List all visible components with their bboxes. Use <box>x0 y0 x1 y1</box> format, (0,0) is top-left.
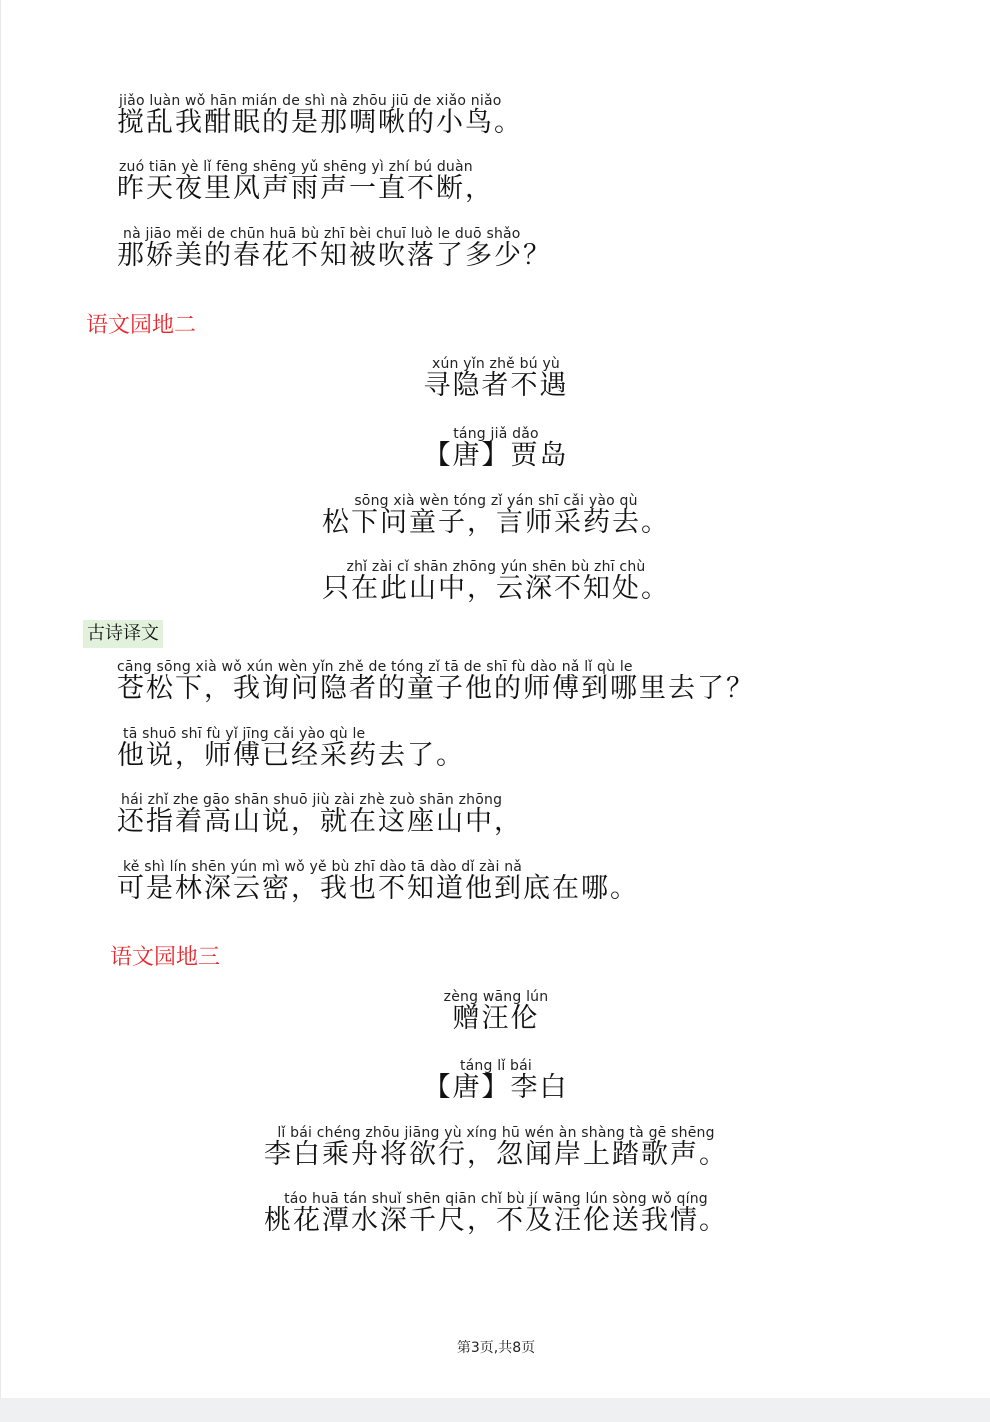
hanzi-line: 苍松下，我询问隐者的童子他的师傅到哪里去了？ <box>117 673 755 704</box>
hanzi-line: 昨天夜里风声雨声一直不断， <box>117 173 494 204</box>
hanzi-line: 那娇美的春花不知被吹落了多少？ <box>117 240 552 271</box>
pinyin-line: tā shuō shī fù yǐ jīng cǎi yào qù le <box>123 726 366 742</box>
pinyin-line: jiǎo luàn wǒ hān mián de shì nà zhōu jiū de xiǎo niǎo <box>119 93 502 109</box>
pinyin-line: hái zhǐ zhe gāo shān shuō jiù zài zhè zuò shān zhōng <box>121 792 503 808</box>
poem-title-pinyin: zèng wāng lún <box>443 989 549 1005</box>
hanzi-line: 还指着高山说，就在这座山中， <box>117 806 523 837</box>
hanzi-line: 搅乱我酣眠的是那啁啾的小鸟。 <box>117 107 523 138</box>
poem-title: 赠汪伦 <box>452 1003 540 1034</box>
pinyin-line: kě shì lín shēn yún mì wǒ yě bù zhī dào tā dào dǐ zài nǎ <box>123 859 523 875</box>
hanzi-line: 李白乘舟将欲行，忽闻岸上踏歌声。 <box>264 1139 728 1170</box>
pinyin-line: zhǐ zài cǐ shān zhōng yún shēn bù zhī chù <box>346 559 646 575</box>
pinyin-line: lǐ bái chéng zhōu jiāng yù xíng hū wén àn shàng tà gē shēng <box>277 1125 715 1141</box>
hanzi-line: 松下问童子，言师采药去。 <box>322 507 670 538</box>
pinyin-line: cāng sōng xià wǒ xún wèn yǐn zhě de tóng zǐ tā de shī fù dào nǎ lǐ qù le <box>117 659 633 675</box>
translation-heading: 古诗译文 <box>83 620 163 648</box>
hanzi-line: 可是林深云密，我也不知道他到底在哪。 <box>117 873 639 904</box>
hanzi-line: 他说，师傅已经采药去了。 <box>117 740 465 771</box>
pinyin-line: sōng xià wèn tóng zǐ yán shī cǎi yào qù <box>354 493 638 509</box>
section-heading: 语文园地三 <box>110 945 221 970</box>
viewer-bottom-bar <box>0 1398 990 1422</box>
poem-title-pinyin: xún yǐn zhě bú yù <box>431 356 561 372</box>
hanzi-line: 桃花潭水深千尺，不及汪伦送我情。 <box>264 1205 728 1236</box>
page-number: 第3页,共8页 <box>456 1340 536 1356</box>
section-heading: 语文园地二 <box>86 313 197 338</box>
hanzi-line: 只在此山中，云深不知处。 <box>322 573 670 604</box>
pinyin-line: nà jiāo měi de chūn huā bù zhī bèi chuī luò le duō shǎo <box>123 226 521 242</box>
pinyin-line: zuó tiān yè lǐ fēng shēng yǔ shēng yì zhí bú duàn <box>119 159 473 175</box>
pinyin-line: táo huā tán shuǐ shēn qiān chǐ bù jí wāng lún sòng wǒ qíng <box>284 1191 708 1207</box>
poem-author-pinyin: táng lǐ bái <box>459 1058 533 1074</box>
poem-author: 【唐】贾岛 <box>423 440 569 471</box>
poem-title: 寻隐者不遇 <box>423 370 569 401</box>
poem-author: 【唐】李白 <box>423 1072 569 1103</box>
poem-author-pinyin: táng jiǎ dǎo <box>453 426 539 442</box>
